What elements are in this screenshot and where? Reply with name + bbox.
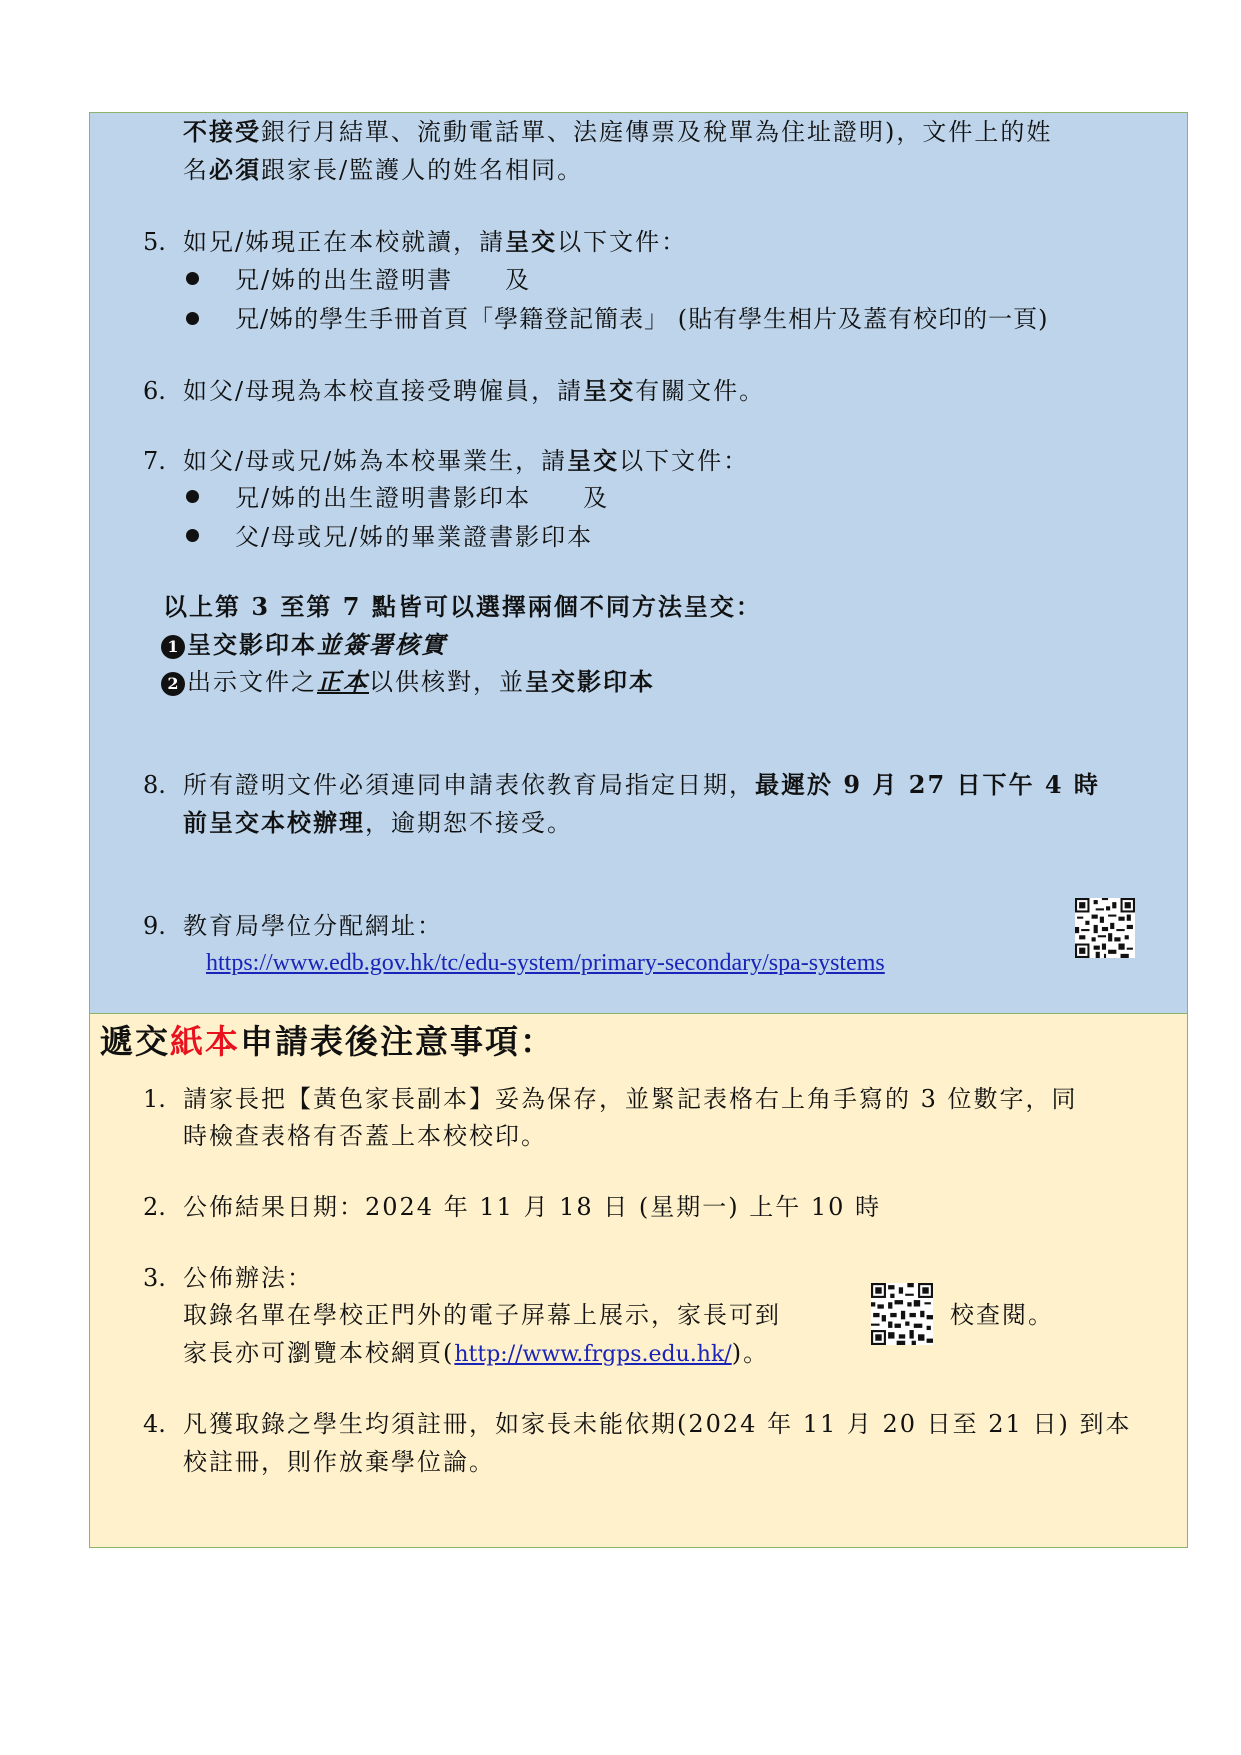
notice-3-line-2a: 取錄名單在學校正門外的電子屏幕上展示，家長可到: [183, 1301, 781, 1329]
school-qr-code-icon: [871, 1283, 933, 1345]
item-5-number: 5.: [143, 228, 166, 256]
item-7-number: 7.: [143, 447, 166, 475]
bullet-icon: [186, 529, 199, 542]
bullet-icon: [186, 312, 199, 325]
item-5-bullet-1: 兄/姊的出生證明書 及: [235, 266, 532, 294]
edb-spa-link[interactable]: https://www.edb.gov.hk/tc/edu-system/primary-secondary/spa-systems: [206, 950, 885, 976]
bullet-icon: [186, 490, 199, 503]
item-9-text: 教育局學位分配網址：: [183, 912, 443, 940]
item-8-line-1: 所有證明文件必須連同申請表依教育局指定日期，最遲於 9 月 27 日下午 4 時: [183, 770, 1100, 799]
item-8-number: 8.: [143, 771, 166, 799]
methods-title: 以上第 3 至第 7 點皆可以選擇兩個不同方法呈交：: [163, 592, 762, 621]
item-7-text: 如父/母或兄/姊為本校畢業生，請呈交以下文件：: [183, 446, 750, 475]
item-7-bullet-2: 父/母或兄/姊的畢業證書影印本: [235, 523, 594, 551]
item-5-text: 如兄/姊現正在本校就讀，請呈交以下文件：: [183, 227, 688, 256]
notice-3-line-3: 家長亦可瀏覽本校網頁(http://www.frgps.edu.hk/)。: [183, 1339, 770, 1367]
notice-3-number: 3.: [143, 1264, 166, 1292]
method-1: 1 呈交影印本並簽署核實: [161, 630, 447, 660]
notice-4-line-1: 凡獲取錄之學生均須註冊，如家長未能依期(2024 年 11 月 20 日至 21 日) 到本: [183, 1410, 1132, 1438]
item-9-number: 9.: [143, 912, 166, 940]
notice-1-number: 1.: [143, 1085, 166, 1113]
number-2-icon: 2: [161, 672, 185, 696]
item-7-bullet-1: 兄/姊的出生證明書影印本 及: [235, 484, 610, 512]
item-6-number: 6.: [143, 377, 166, 405]
notice-3-line-1: 公佈辦法：: [183, 1264, 313, 1292]
notice-1-line-1: 請家長把【黃色家長副本】妥為保存，並緊記表格右上角手寫的 3 位數字，同: [183, 1085, 1078, 1113]
section-heading: 遞交紙本申請表後注意事項：: [100, 1022, 555, 1061]
number-1-icon: 1: [161, 635, 185, 659]
notice-4-number: 4.: [143, 1410, 166, 1438]
edb-qr-code-icon: [1075, 898, 1135, 958]
notice-4-line-2: 校註冊，則作放棄學位論。: [183, 1448, 495, 1476]
notice-3-line-2b: 校查閱。: [950, 1301, 1054, 1329]
school-website-link[interactable]: http://www.frgps.edu.hk/: [454, 1342, 732, 1367]
continued-text-line-2: 名必須跟家長/監護人的姓名相同。: [183, 155, 584, 184]
notice-1-line-2: 時檢查表格有否蓋上本校校印。: [183, 1122, 547, 1150]
method-2: 2 出示文件之正本以供核對，並呈交影印本: [161, 667, 655, 697]
item-8-line-2: 前呈交本校辦理，逾期恕不接受。: [183, 808, 573, 837]
notice-2-number: 2.: [143, 1193, 166, 1221]
bullet-icon: [186, 272, 199, 285]
notice-2-text: 公佈結果日期：2024 年 11 月 18 日 (星期一) 上午 10 時: [183, 1193, 882, 1221]
item-5-bullet-2: 兄/姊的學生手冊首頁「學籍登記簡表」 (貼有學生相片及蓋有校印的一頁): [235, 305, 1049, 333]
continued-text-line-1: 不接受銀行月結單、流動電話單、法庭傳票及稅單為住址證明)，文件上的姓: [183, 117, 1053, 146]
item-6-text: 如父/母現為本校直接受聘僱員，請呈交有關文件。: [183, 376, 766, 405]
